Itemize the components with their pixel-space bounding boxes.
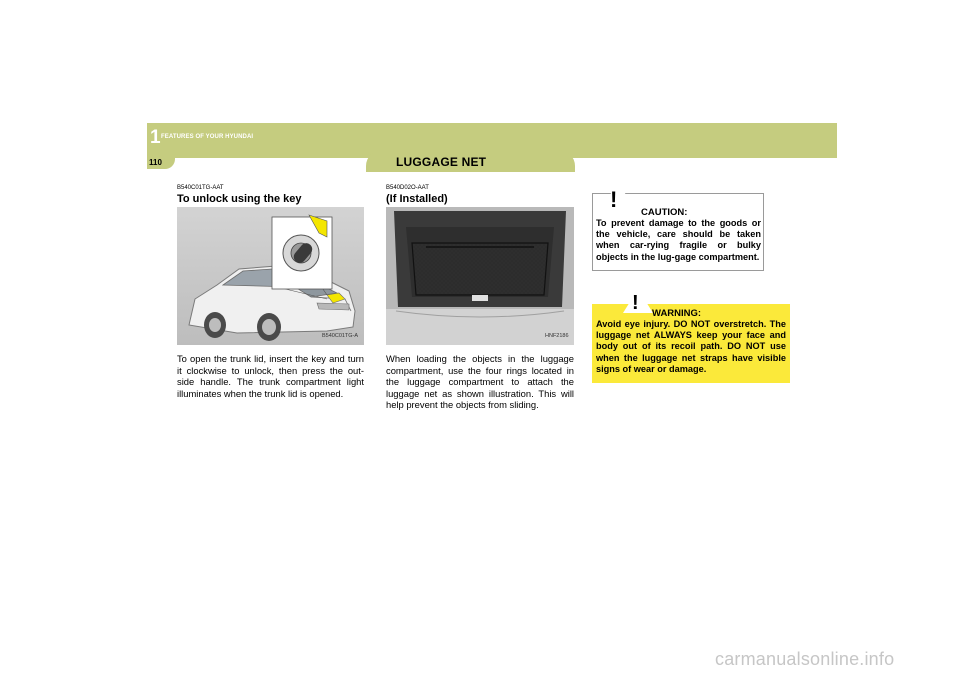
site-watermark: carmanualsonline.info [715, 649, 895, 669]
caution-warning-triangle-icon [601, 180, 635, 210]
chapter-title: FEATURES OF YOUR HYUNDAI [161, 134, 254, 140]
section-title: LUGGAGE NET [396, 155, 487, 169]
warning-title: WARNING: [652, 308, 702, 319]
warning-box [592, 292, 790, 383]
caution-exclamation-icon: ! [610, 187, 618, 212]
left-figure-caption: B540C01TG-A [322, 333, 359, 339]
middle-section-code: B540D02O-AAT [386, 185, 429, 191]
left-body-text: To open the trunk lid, insert the key and turn it clockwise to unlock, then press the out-side handle. The trunk compartment light illuminates when the trunk lid is opened. [177, 353, 364, 399]
caution-text: To prevent damage to the goods or the vehicle, care should be taken when car-rying fragile or bulky objects in the lug-gage compartment. [596, 218, 761, 262]
left-heading: To unlock using the key [177, 193, 302, 205]
middle-figure-caption: HNF2186 [545, 333, 569, 339]
middle-heading: (If Installed) [386, 193, 448, 205]
middle-body-text: When loading the objects in the luggage compartment, use the four rings located in the luggage compartment to attach the luggage net as shown illustration. This will help prevent the objects from sliding. [386, 353, 574, 411]
luggage-net-photo [386, 207, 574, 345]
page-number: 110 [149, 158, 162, 167]
caution-title: CAUTION: [641, 207, 688, 218]
warning-text: Avoid eye injury. DO NOT overstretch. The luggage net ALWAYS keep your face and body out of its recoil path. DO NOT use when the luggage net straps have visible signs of wear or damage. [596, 319, 786, 374]
trunk-net-drawing [386, 207, 574, 345]
car-rear-drawing [177, 207, 364, 345]
caution-box [592, 187, 764, 271]
left-section-code: B540C01TG-AAT [177, 185, 224, 191]
warning-exclamation-icon: ! [632, 292, 639, 314]
trunk-key-illustration [177, 207, 364, 345]
chapter-number: 1 [150, 127, 161, 148]
